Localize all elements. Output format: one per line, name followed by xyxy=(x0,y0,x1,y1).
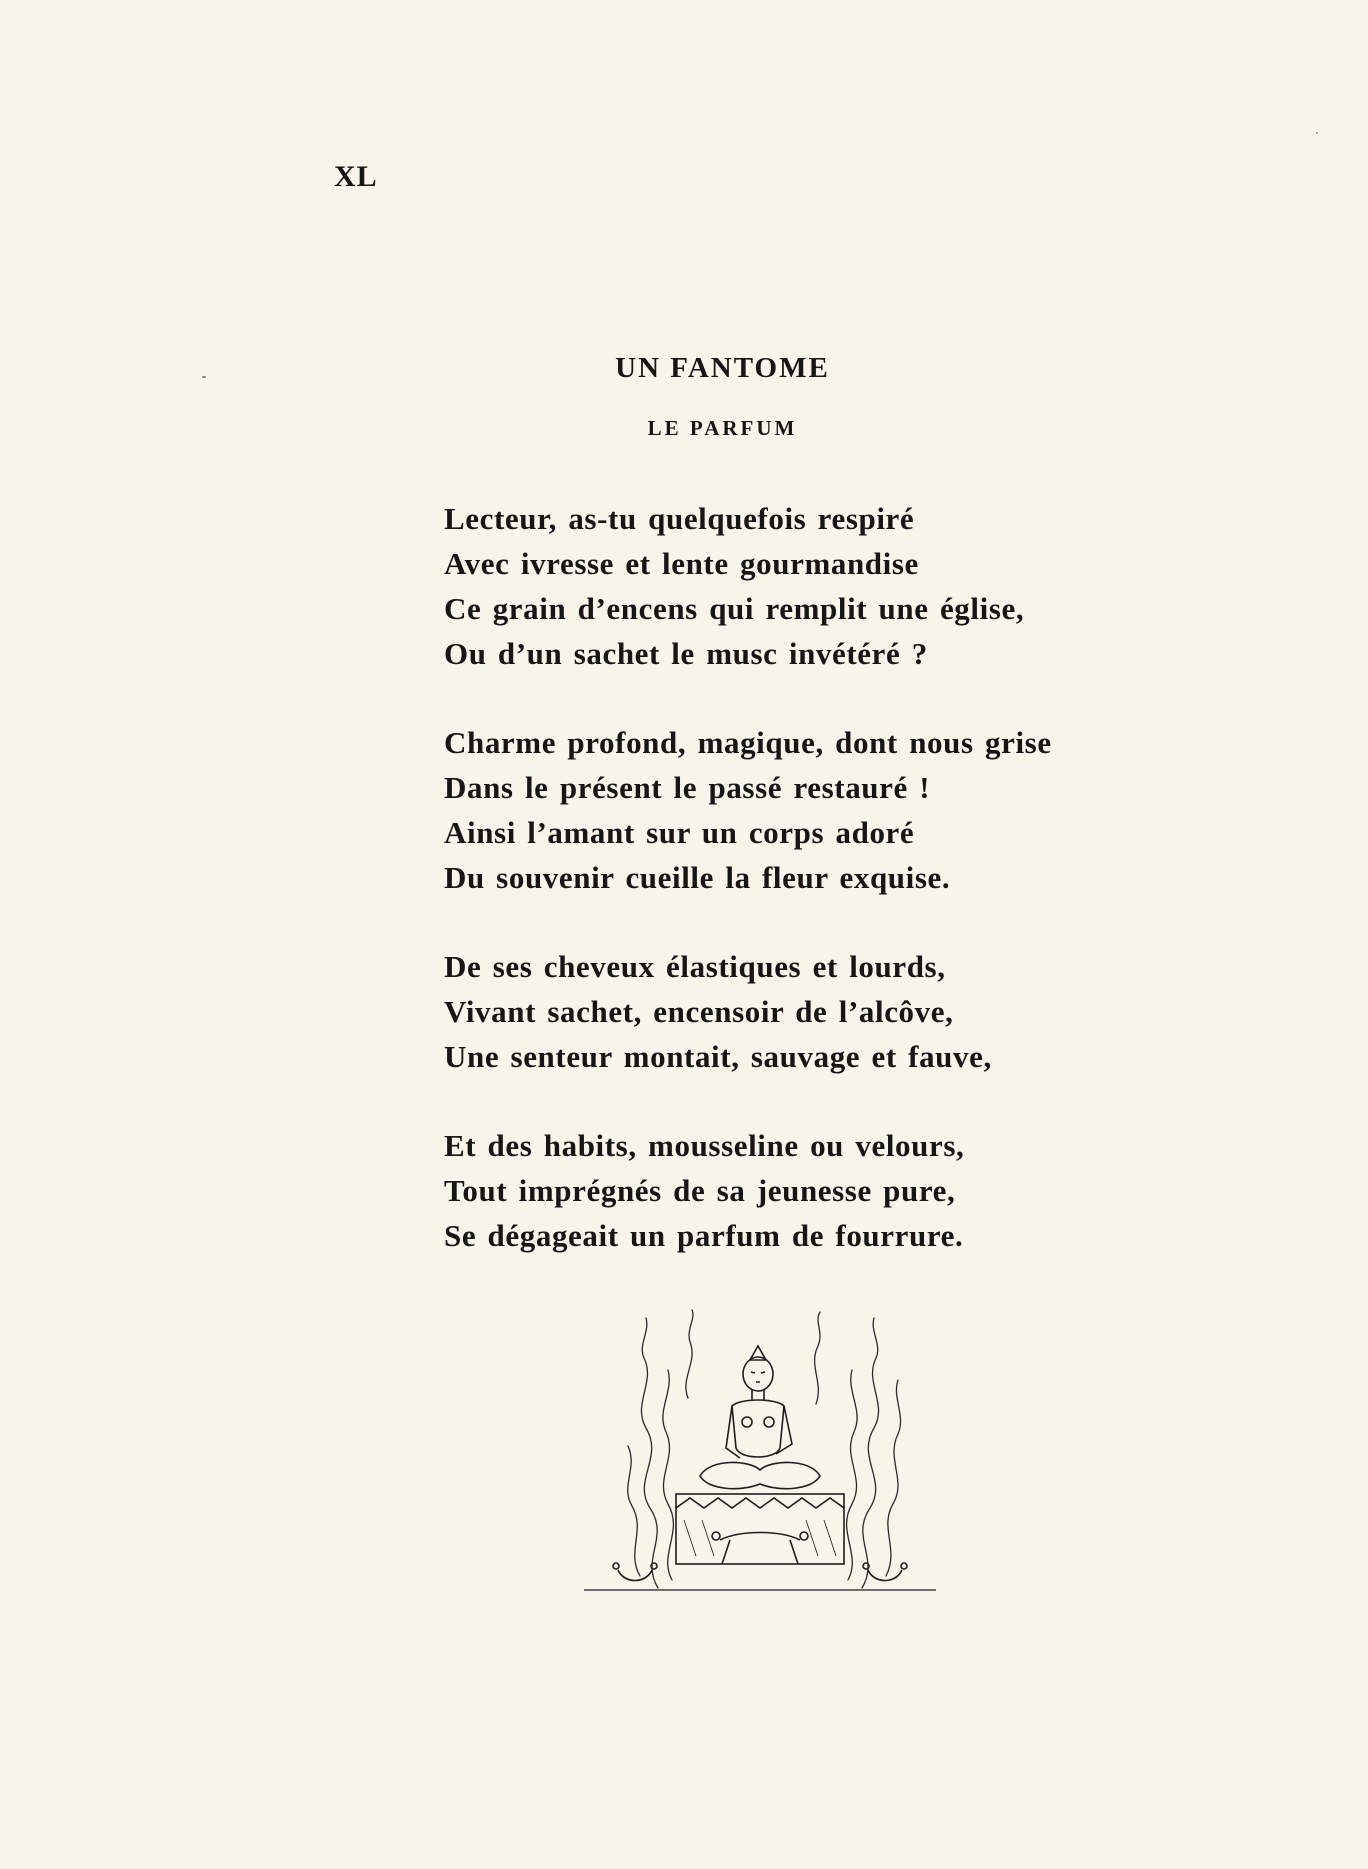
seated-idol-with-incense-smoke-icon xyxy=(580,1308,940,1598)
poem-line: De ses cheveux élastiques et lourds, xyxy=(444,949,946,984)
poem-line: Ainsi l’amant sur un corps adoré xyxy=(444,815,915,850)
poem-line: Charme profond, magique, dont nous grise xyxy=(444,725,1052,760)
stanza-2 xyxy=(444,720,1164,900)
poem-line: Se dégageait un parfum de fourrure. xyxy=(444,1218,964,1253)
poem-subtitle: LE PARFUM xyxy=(647,416,798,440)
page-number: XL xyxy=(334,160,378,193)
poem-line: Tout imprégnés de sa jeunesse pure, xyxy=(444,1173,956,1208)
poem-line: Vivant sachet, encensoir de l’alcôve, xyxy=(444,994,954,1029)
paper-speck xyxy=(1316,132,1318,134)
poem-line: Et des habits, mousseline ou velours, xyxy=(444,1128,965,1163)
poem-line: Du souvenir cueille la fleur exquise. xyxy=(444,860,951,895)
poem-title: UN FANTOME xyxy=(615,352,830,384)
poem-body xyxy=(444,496,1164,1302)
poem-line: Avec ivresse et lente gourmandise xyxy=(444,546,919,581)
poem-line: Dans le présent le passé restauré ! xyxy=(444,770,931,805)
poem-line: Une senteur montait, sauvage et fauve, xyxy=(444,1039,992,1074)
poem-line: Ce grain d’encens qui remplit une église, xyxy=(444,591,1025,626)
stanza-4 xyxy=(444,1123,1164,1258)
poem-line: Lecteur, as-tu quelquefois respiré xyxy=(444,501,915,536)
stanza-3 xyxy=(444,944,1164,1079)
paper-speck xyxy=(202,376,206,378)
stanza-1 xyxy=(444,496,1164,676)
poem-line: Ou d’un sachet le musc invétéré ? xyxy=(444,636,928,671)
